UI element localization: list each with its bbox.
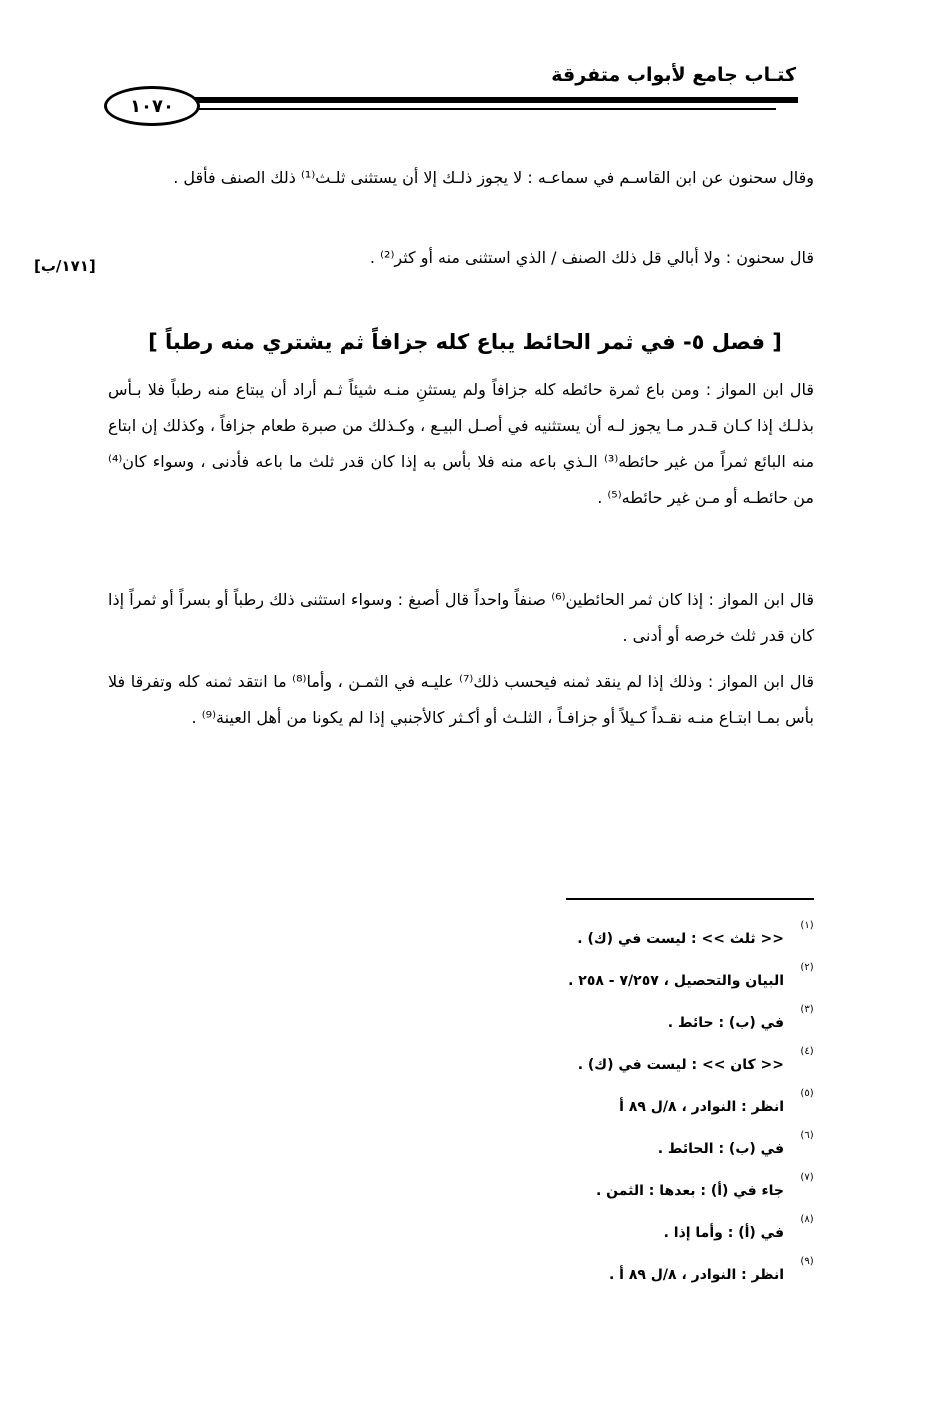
header-rule (190, 97, 798, 103)
paragraph-5 (108, 664, 814, 736)
paragraph-4 (108, 582, 814, 654)
footnotes-list (396, 918, 816, 1296)
folio-reference: [١٧١/ب] (34, 257, 96, 275)
footnote-mark: (٤) (800, 1046, 814, 1057)
footnote-mark: (٨) (800, 1214, 814, 1225)
paragraph-text: وقال سحنون عن ابن القاسـم في سماعـه : لا يجوز ذلـك إلا أن يستثنى ثلـث⁽¹⁾ ذلك الصنف فأقل . (173, 168, 814, 187)
footnote-item (396, 1254, 816, 1296)
footnote-item (396, 960, 816, 1002)
footnote-mark: (٣) (800, 1004, 814, 1015)
footnote-mark: (٧) (800, 1172, 814, 1183)
paragraph-text: قال ابن المواز : إذا كان ثمر الحائطين⁽⁶⁾ صنفاً واحداً قال أصبغ : وسواء استثنى ذلك رطباً أو بسراً أو ثمراً إذا كان قدر ثلث خرصه أو أدنى . (108, 590, 815, 645)
footnote-separator (566, 898, 814, 900)
footnote-item (396, 1170, 816, 1212)
paragraph-1 (108, 160, 814, 196)
footnote-text: في (أ) : وأما إذا . (663, 1225, 784, 1241)
header-rule-thin (190, 108, 776, 110)
footnote-text: انظر : النوادر ، ٨/ل ٨٩ أ . (608, 1267, 784, 1283)
footnote-text: في (ب) : الحائط . (657, 1141, 784, 1157)
footnote-item (396, 1086, 816, 1128)
footnote-item (396, 1212, 816, 1254)
footnote-mark: (٦) (800, 1130, 814, 1141)
footnote-mark: (٥) (800, 1088, 814, 1099)
footnote-item (396, 1128, 816, 1170)
running-header-title: كتـاب جامع لأبواب متفرقة (551, 64, 796, 86)
footnote-mark: (١) (800, 920, 814, 931)
footnote-item (396, 1002, 816, 1044)
footnote-text: في (ب) : حائط . (667, 1015, 784, 1031)
paragraph-3 (108, 372, 814, 516)
footnote-text: انظر : النوادر ، ٨/ل ٨٩ أ (619, 1099, 784, 1115)
section-heading: [ فصل ٥- في ثمر الحائط يباع كله جزافاً ثم يشتري منه رطباً ] (148, 330, 782, 354)
footnote-mark: (٩) (800, 1256, 814, 1267)
footnote-text: جاء في (أ) : بعدها : الثمن . (595, 1183, 784, 1199)
paragraph-text: قال ابن المواز : وذلك إذا لم ينقد ثمنه فيحسب ذلك⁽⁷⁾ عليـه في الثمـن ، وأما⁽⁸⁾ ما انتقد ثمنه كله وتفرقا فلا بأس بمـا ابتـاع منـه نقـداً كـيلاً أو جزافـاً ، الثلـث أو أكـثر كالأجنبي إذا لم يكونا من أهل العينة⁽⁹⁾ . (108, 672, 815, 727)
page-number: ١٠٧٠ (104, 86, 200, 126)
paragraph-text: قال ابن المواز : ومن باع ثمرة حائطه كله جزافاً ولم يستثنِ منـه شيئاً ثـم أراد أن يبتاع منه رطباً فلا بـأس بذلـك إذا كـان قـدر مـا يجوز لـه أن يستثنيه في أصـل البيـع ، وكـذلك من صبرة طعام جزافاً ، وكذلك إن ابتاع منه البائع ثمراً من غير حائطه⁽³⁾ الـذي باعه منه فلا بأس به إذا كان قدر ثلث ما باعه فأدنى ، وسواء كان⁽⁴⁾ من حائطـه أو مـن غير حائطه⁽⁵⁾ . (108, 380, 815, 507)
footnote-item (396, 1044, 816, 1086)
paragraph-text: قال سحنون : ولا أبالي قل ذلك الصنف / الذي استثنى منه أو كثر⁽²⁾ . (369, 248, 814, 267)
footnote-text: << ثلث >> : ليست في (ك) . (577, 931, 784, 947)
footnote-text: << كان >> : ليست في (ك) . (577, 1057, 784, 1073)
paragraph-2 (108, 240, 814, 276)
footnote-item (396, 918, 816, 960)
footnote-text: البيان والتحصيل ، ٧/٢٥٧ - ٢٥٨ . (568, 973, 784, 989)
footnote-mark: (٢) (800, 962, 814, 973)
